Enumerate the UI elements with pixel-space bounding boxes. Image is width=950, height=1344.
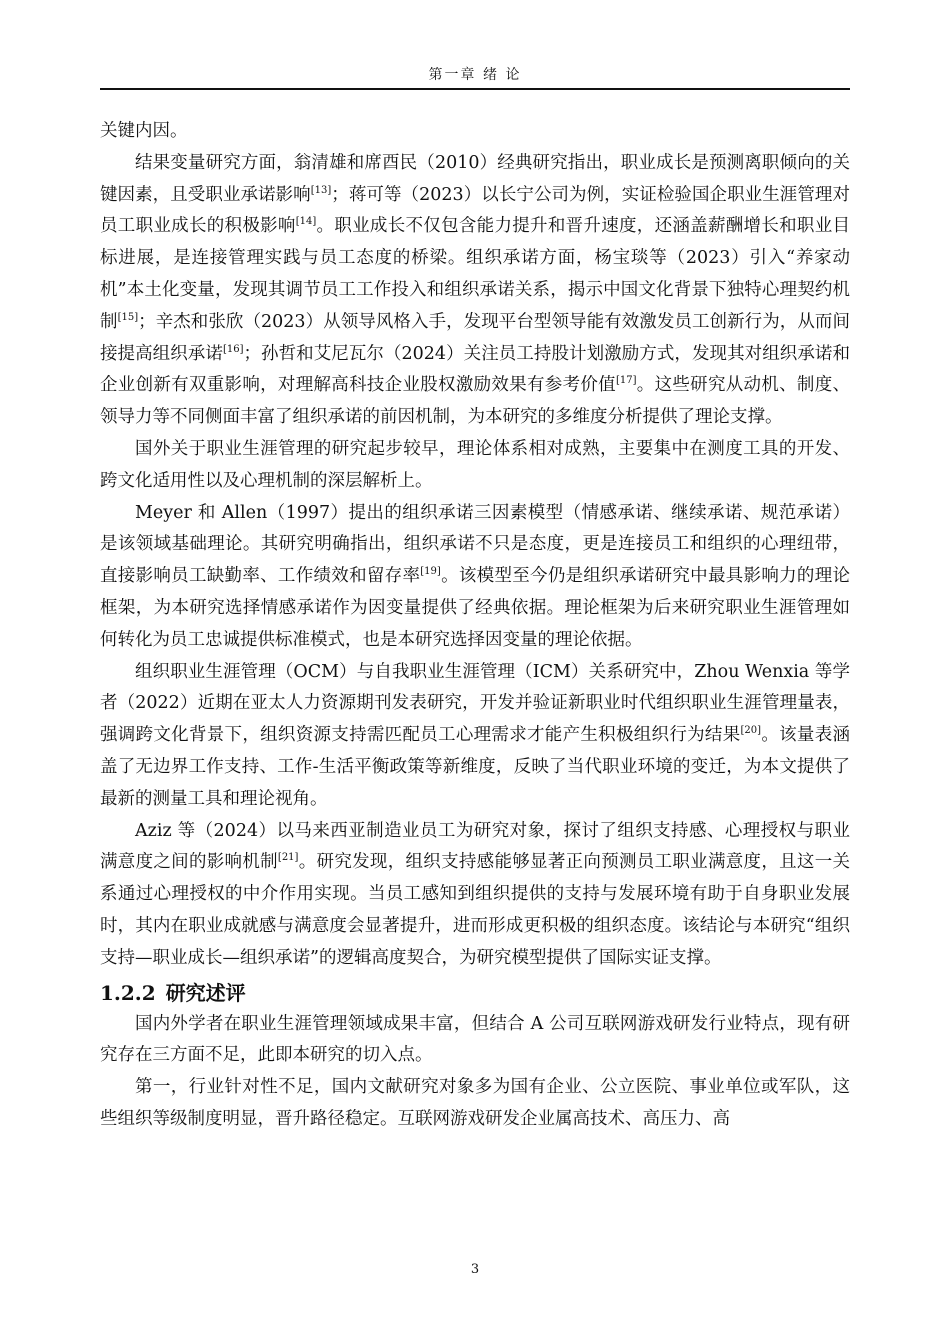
running-header: 第一章 绪 论 — [428, 67, 522, 83]
paragraph-text: ；蒋可等（2023）以长宁公司为例，实证检验国企职业生涯管理对员工职业成长的积极影响 — [100, 184, 850, 237]
citation-ref: [17] — [615, 375, 637, 387]
paragraph-text: Aziz 等（2024）以马来西亚制造业员工为研究对象，探讨了组织支持感、心理授权与职业满意度之间的影响机制 — [100, 820, 850, 873]
citation-ref: [19] — [420, 566, 441, 578]
paragraph-text: ；辛杰和张欣（2023）从领导风格入手，发现平台型领导能有效激发员工创新行为，从而间接提高组织承诺 — [100, 311, 850, 364]
page-number: 3 — [470, 1262, 480, 1277]
citation-ref: [13] — [310, 184, 332, 196]
paragraph-text: Meyer 和 Allen（1997）提出的组织承诺三因素模型（情感承诺、继续承诺、规范承诺）是该领域基础理论。其研究明确指出，组织承诺不只是态度，更是连接员工和组织的心理纽带，直接影响员工缺勤率、工作绩效和留存率 — [100, 502, 850, 587]
paragraph-text: 。这些研究从动机、制度、领导力等不同侧面丰富了组织承诺的前因机制，为本研究的多维度分析提供了理论支撑。 — [100, 375, 851, 428]
paragraph-aziz — [100, 816, 850, 975]
paragraph-text: ；孙哲和艾尼瓦尔（2024）关注员工持股计划激励方式，发现其对组织承诺和企业创新有双重影响，对理解高科技企业股权激励效果有参考价值 — [100, 343, 850, 396]
paragraph-foreign-research: 国外关于职业生涯管理的研究起步较早，理论体系相对成熟，主要集中在测度工具的开发、跨文化适用性以及心理机制的深层解析上。 — [100, 438, 850, 491]
paragraph-text: 。该模型至今仍是组织承诺研究中最具影响力的理论框架，为本研究选择情感承诺作为因变量提供了经典依据。理论框架为后来研究职业生涯管理如何转化为员工忠诚提供标准模式，也是本研究选择因变量的理论依据。 — [100, 566, 851, 650]
section-number: 1.2.2 — [100, 980, 156, 1005]
citation-ref: [21] — [277, 852, 299, 864]
paragraph-continuation: 关键内因。 — [100, 121, 188, 141]
section-heading — [100, 978, 850, 1009]
paragraph-text: 。该量表涵盖了无边界工作支持、工作-生活平衡政策等新维度，反映了当代职业环境的变迁，为本文提供了最新的测量工具和理论视角。 — [100, 725, 851, 809]
paragraph-meyer-allen — [100, 498, 850, 657]
paragraph-review-intro: 国内外学者在职业生涯管理领域成果丰富，但结合 A 公司互联网游戏研发行业特点，现有研究存在三方面不足，此即本研究的切入点。 — [100, 1013, 850, 1066]
paragraph-text: 。职业成长不仅包含能力提升和晋升速度，还涵盖薪酬增长和职业目标进展，是连接管理实践与员工态度的桥梁。组织承诺方面，杨宝琰等（2023）引入“养家动机”本土化变量，发现其调节员工工作投入和组织承诺关系，揭示中国文化背景下独特心理契约机制 — [100, 216, 851, 332]
citation-ref: [16] — [222, 343, 244, 355]
page-body — [100, 116, 850, 1136]
paragraph-text: 结果变量研究方面，翁清雄和席酉民（2010）经典研究指出，职业成长是预测离职倾向的关键因素，且受职业承诺影响 — [100, 152, 850, 205]
paragraph-text: 组织职业生涯管理（OCM）与自我职业生涯管理（ICM）关系研究中，Zhou Wenxia 等学者（2022）近期在亚太人力资源期刊发表研究，开发并验证新职业时代组织职业生涯管理量表，强调跨文化背景下，组织资源支持需匹配员工心理需求才能产生积极组织行为结果 — [100, 661, 850, 746]
section-title: 研究述评 — [165, 980, 246, 1005]
citation-ref: [15] — [117, 311, 139, 323]
citation-ref: [20] — [740, 725, 762, 737]
paragraph-text: 。研究发现，组织支持感能够显著正向预测员工职业满意度，且这一关系通过心理授权的中介作用实现。当员工感知到组织提供的支持与发展环境有助于自身职业发展时，其内在职业成就感与满意度会显著提升，进而形成更积极的组织态度。该结论与本研究“组织支持—职业成长—组织承诺”的逻辑高度契合，为研究模型提供了国际实证支撑。 — [100, 852, 851, 968]
paragraph-outcome-variables — [100, 148, 850, 434]
paragraph-review-first-point: 第一，行业针对性不足，国内文献研究对象多为国有企业、公立医院、事业单位或军队，这些组织等级制度明显，晋升路径稳定。互联网游戏研发企业属高技术、高压力、高 — [100, 1077, 850, 1129]
header-rule — [100, 88, 850, 90]
paragraph-ocm-icm — [100, 657, 850, 816]
citation-ref: [14] — [295, 216, 317, 228]
